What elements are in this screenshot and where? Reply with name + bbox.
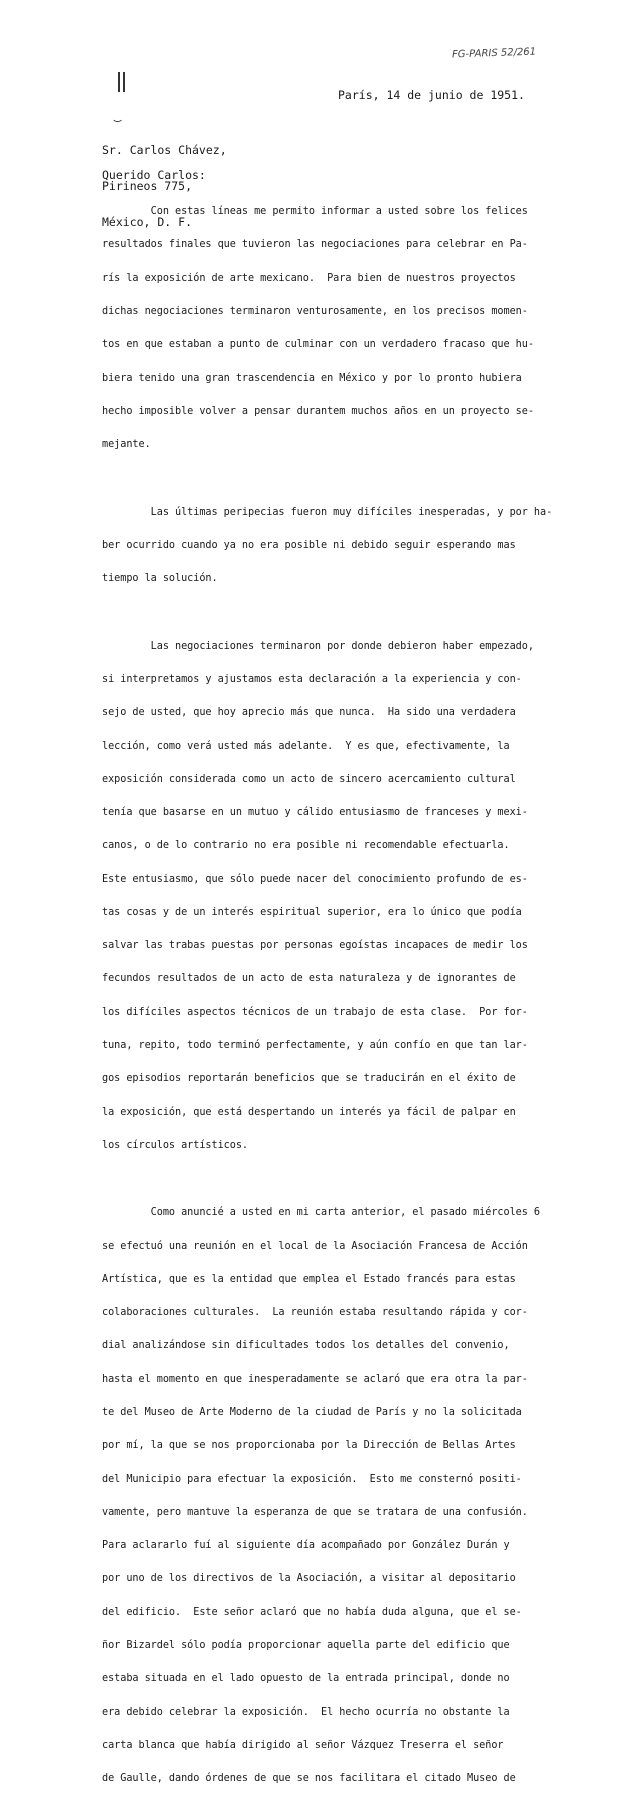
text-line: resultados finales que tuvieron las negociaciones para celebrar en Pa-	[102, 239, 528, 251]
text-line: Con estas líneas me permito informar a usted sobre los felices	[102, 206, 528, 218]
paragraph	[102, 484, 557, 606]
text-line: hasta el momento en que inesperadamente se aclaró que era otra la par-	[102, 1373, 528, 1385]
text-line: del Municipio para efectuar la exposición. Esto me consternó positi-	[102, 1473, 522, 1485]
address-line: Pirineos 775,	[102, 179, 193, 193]
salutation: Querido Carlos:	[102, 168, 206, 182]
paragraph	[102, 618, 557, 1173]
text-line: tos en que estaban a punto de culminar con un verdadero fracaso que hu-	[102, 339, 534, 351]
text-line: por mí, la que se nos proporcionaba por la Dirección de Bellas Artes	[102, 1440, 516, 1452]
text-line: tenía que basarse en un mutuo y cálido entusiasmo de franceses y mexi-	[102, 807, 528, 819]
text-line: hecho imposible volver a pensar durantem muchos años en un proyecto se-	[102, 405, 534, 417]
text-line: gos episodios reportarán beneficios que se traducirán en el éxito de	[102, 1073, 516, 1085]
text-line: se efectuó una reunión en el local de la Asociación Francesa de Acción	[102, 1240, 528, 1252]
address-line: Sr. Carlos Chávez,	[102, 143, 227, 157]
text-line: era debido celebrar la exposición. El hecho ocurría no obstante la	[102, 1706, 510, 1718]
text-line: los círculos artísticos.	[102, 1139, 249, 1151]
text-line: tiempo la solución.	[102, 573, 218, 585]
letter-page: FG-PARIS 52/261 ‿ París, 14 de junio de 1951. Sr. Carlos Chávez, Pirineos 775, México, D. F. Querido Carlos: Con estas líneas me permito informar a usted sobre los felices resultados finales que tuvieron las negociaciones para celebrar en Pa- rís la exposición de arte mexicano. Para bien de nuestros proyectos dichas negociaciones terminaron venturosamente, en los precisos momen- tos en que estaban a punto de culminar con un verdadero fracaso que hu- biera tenido una gran trascendencia en México y por lo pronto hubiera hecho imposible volver a pensar durantem muchos años en un proyecto se- mejante. Las últimas peripecias fueron muy difíciles inesperadas, y por ha- ber ocurrido cuando ya no era posible ni debido seguir esperando mas tiempo la solución. Las negociaciones terminaron por donde debieron haber empezado, si interpretamos y ajustamos esta declaración a la experiencia y con- sejo de usted, que hoy aprecio más que nunca. Ha sido una verdadera lección, como verá usted más adelante. Y es que, efectivamente, la exposición considerada como un acto de sincero acercamiento cultural tenía que basarse en un mutuo y cálido entusiasmo de franceses y mexi- canos, o de lo contrario no era posible ni recomendable efectuarla. Este entusiasmo, que sólo puede nacer del conocimiento profundo de es- tas cosas y de un interés espiritual superior, era lo único que podía salvar las trabas puestas por personas egoístas incapaces de medir los fecundos resultados de un acto de esta naturaleza y de ignorantes de los difíciles aspectos técnicos de un trabajo de esta clase. Por for- tuna, repito, todo terminó perfectamente, y aún confío en que tan lar- gos episodios reportarán beneficios que se traducirán en el éxito de la exposición, que está despertando un interés ya fácil de palpar en los círculos artísticos. Como anuncié a usted en mi carta anterior, el pasado miércoles 6 se efectuó una reunión en el local de la Asociación Francesa de Acción Artística, que es la entidad que emplea el Estado francés para estas colaboraciones culturales. La reunión estaba resultando rápida y cor- dial analizándose sin dificultades todos los detalles del convenio, hasta el momento en que inesperadamente se aclaró que era otra la par- te del Museo de Arte Moderno de la ciudad de París y no la solicitada por mí, la que se nos proporcionaba por la Dirección de Bellas Artes del Municipio para efectuar la exposición. Esto me consternó positi- vamente, pero mantuve la esperanza de que se tratara de una confusión. Para aclararlo fuí al siguiente día acompañado por González Durán y por uno de los directivos de la Asociación, a visitar al depositario del edificio. Este señor aclaró que no había duda alguna, que el se- ñor Bizardel sólo podía proporcionar aquella parte del edificio que estaba situada en el lado opuesto de la entrada principal, donde no era debido celebrar la exposición. El hecho ocurría no obstante la carta blanca que había dirigido al señor Vázquez Treserra el señor de Gaulle, dando órdenes de que se nos facilitara el citado Museo de	[0, 0, 618, 800]
text-line: de Gaulle, dando órdenes de que se nos facilitara el citado Museo de	[102, 1773, 516, 1785]
text-line: los difíciles aspectos técnicos de un trabajo de esta clase. Por for-	[102, 1006, 528, 1018]
text-line: la exposición, que está despertando un interés ya fácil de palpar en	[102, 1106, 516, 1118]
text-line: vamente, pero mantuve la esperanza de que se tratara de una confusión.	[102, 1506, 528, 1518]
dateline: París, 14 de junio de 1951.	[338, 88, 525, 102]
text-line: tuna, repito, todo terminó perfectamente, y aún confío en que tan lar-	[102, 1040, 528, 1052]
text-line: estaba situada en el lado opuesto de la entrada principal, donde no	[102, 1673, 510, 1685]
text-line: por uno de los directivos de la Asociación, a visitar al depositario	[102, 1573, 516, 1585]
paragraph	[102, 1185, 557, 1806]
text-line: Las últimas peripecias fueron muy difíciles inesperadas, y por ha-	[102, 506, 553, 518]
archive-reference: FG-PARIS 52/261	[451, 46, 537, 61]
text-line: Como anuncié a usted en mi carta anterior, el pasado miércoles 6	[102, 1207, 541, 1219]
text-line: ber ocurrido cuando ya no era posible ni debido seguir esperando mas	[102, 539, 516, 551]
text-line: Este entusiasmo, que sólo puede nacer del conocimiento profundo de es-	[102, 873, 528, 885]
text-line: rís la exposición de arte mexicano. Para bien de nuestros proyectos	[102, 272, 516, 284]
text-line: colaboraciones culturales. La reunión estaba resultando rápida y cor-	[102, 1307, 528, 1319]
text-line: sejo de usted, que hoy aprecio más que nunca. Ha sido una verdadera	[102, 707, 516, 719]
address-line: México, D. F.	[102, 215, 193, 229]
text-line: dial analizándose sin dificultades todos los detalles del convenio,	[102, 1340, 510, 1352]
text-line: Artística, que es la entidad que emplea el Estado francés para estas	[102, 1273, 516, 1285]
text-line: te del Museo de Arte Moderno de la ciudad de París y no la solicitada	[102, 1407, 522, 1419]
text-line: biera tenido una gran trascendencia en México y por lo pronto hubiera	[102, 372, 522, 384]
text-line: Las negociaciones terminaron por donde debieron haber empezado,	[102, 640, 534, 652]
text-line: si interpretamos y ajustamos esta declaración a la experiencia y con-	[102, 673, 522, 685]
text-line: carta blanca que había dirigido al señor Vázquez Treserra el señor	[102, 1739, 504, 1751]
text-line: salvar las trabas puestas por personas egoístas incapaces de medir los	[102, 940, 528, 952]
text-line: dichas negociaciones terminaron venturosamente, en los precisos momen-	[102, 306, 528, 318]
text-line: canos, o de lo contrario no era posible ni recomendable efectuarla.	[102, 840, 510, 852]
text-line: ñor Bizardel sólo podía proporcionar aquella parte del edificio que	[102, 1640, 510, 1651]
text-line: lección, como verá usted más adelante. Y es que, efectivamente, la	[102, 740, 510, 752]
text-line: tas cosas y de un interés espiritual superior, era lo único que podía	[102, 906, 522, 918]
text-line: Para aclararlo fuí al siguiente día acompañado por González Durán y	[102, 1540, 510, 1552]
text-line: fecundos resultados de un acto de esta naturaleza y de ignorantes de	[102, 973, 516, 985]
text-line: exposición considerada como un acto de sincero acercamiento cultural	[102, 773, 516, 785]
text-line: del edificio. Este señor aclaró que no había duda alguna, que el se-	[102, 1606, 522, 1618]
paragraph	[102, 184, 557, 472]
text-line: mejante.	[102, 439, 151, 451]
letter-body	[102, 184, 557, 1818]
